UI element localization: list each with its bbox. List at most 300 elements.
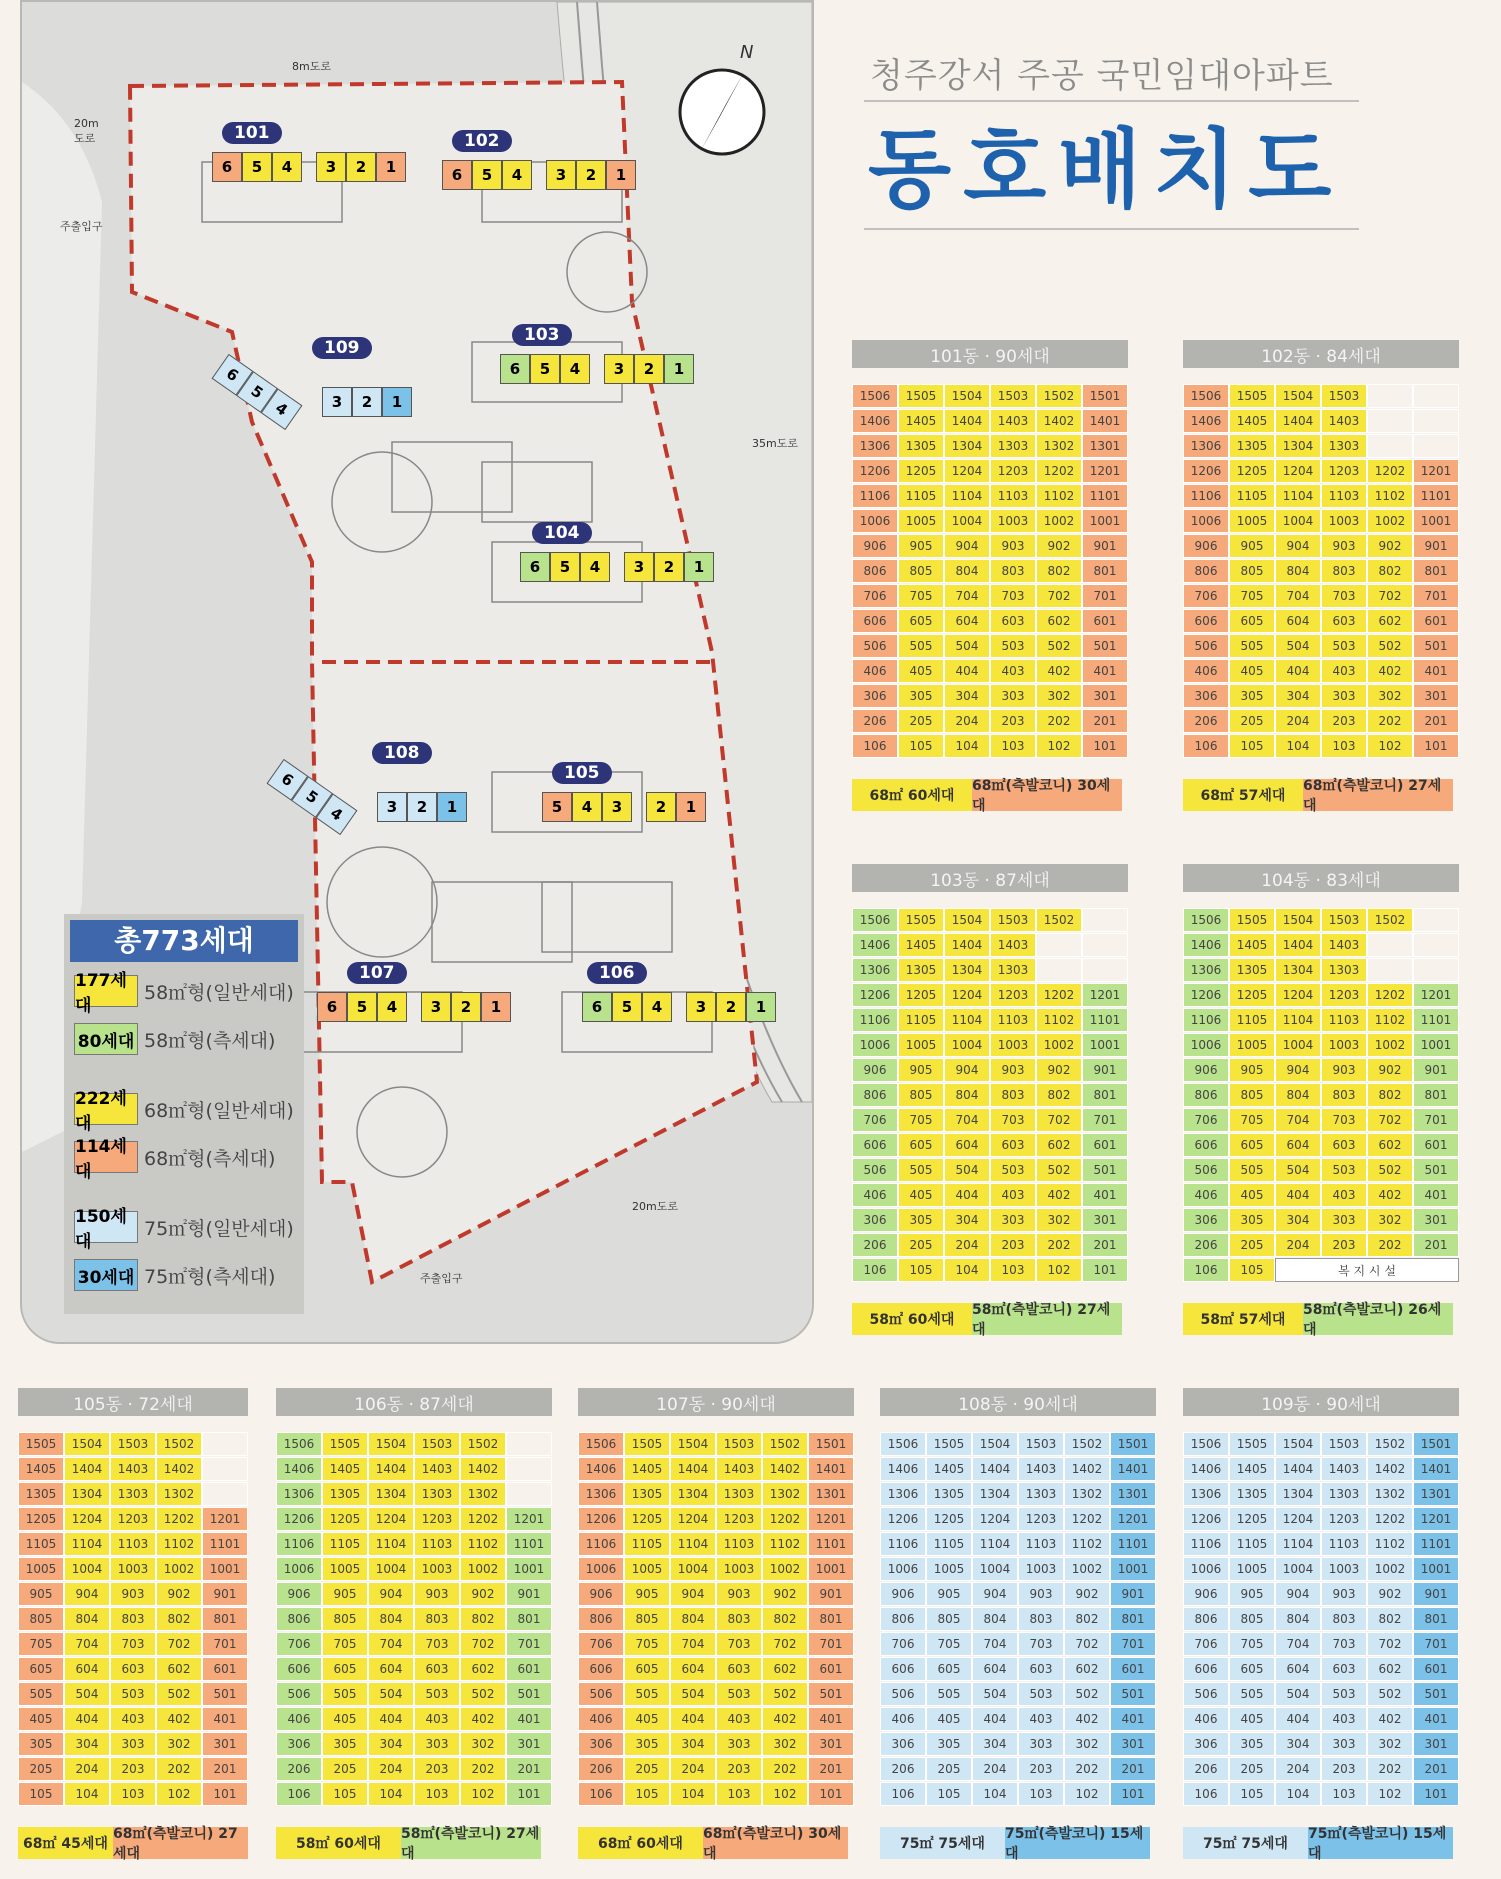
unit-cell[interactable]: 1301 (808, 1482, 854, 1506)
unit-cell[interactable]: 801 (1413, 1607, 1459, 1631)
unit-cell[interactable]: 703 (414, 1632, 460, 1656)
unit-cell[interactable]: 102 (156, 1782, 202, 1806)
unit-cell[interactable]: 1505 (1229, 384, 1275, 408)
unit-cell[interactable]: 1106 (852, 1008, 898, 1032)
unit-cell[interactable]: 206 (578, 1757, 624, 1781)
unit-cell[interactable]: 503 (414, 1682, 460, 1706)
unit-cell[interactable]: 106 (1183, 1782, 1229, 1806)
unit-cell[interactable]: 103 (1018, 1782, 1064, 1806)
unit-cell[interactable]: 402 (1064, 1707, 1110, 1731)
unit-cell[interactable]: 1203 (1321, 459, 1367, 483)
unit-cell[interactable]: 705 (1229, 1632, 1275, 1656)
unit-cell[interactable]: 1101 (1082, 1008, 1128, 1032)
unit-cell[interactable]: 704 (368, 1632, 414, 1656)
unit-cell[interactable]: 501 (1082, 634, 1128, 658)
unit-cell[interactable]: 505 (926, 1682, 972, 1706)
unit-cell[interactable]: 302 (1064, 1732, 1110, 1756)
unit-cell[interactable]: 401 (1413, 1707, 1459, 1731)
unit-cell[interactable]: 506 (852, 634, 898, 658)
unit-cell[interactable]: 502 (1036, 1158, 1082, 1182)
unit-cell[interactable]: 101 (1082, 1258, 1128, 1282)
unit-cell[interactable]: 301 (1110, 1732, 1156, 1756)
unit-cell[interactable]: 1201 (1110, 1507, 1156, 1531)
unit-cell[interactable]: 1504 (1275, 1432, 1321, 1456)
unit-cell[interactable]: 1302 (156, 1482, 202, 1506)
unit-cell[interactable]: 206 (1183, 1233, 1229, 1257)
unit-cell[interactable]: 1106 (1183, 1008, 1229, 1032)
unit-cell[interactable]: 403 (716, 1707, 762, 1731)
unit-cell[interactable]: 1305 (1229, 434, 1275, 458)
unit-cell[interactable]: 302 (460, 1732, 506, 1756)
unit-cell[interactable]: 1305 (624, 1482, 670, 1506)
unit-cell[interactable]: 1502 (1367, 1432, 1413, 1456)
unit-cell[interactable]: 802 (1036, 1083, 1082, 1107)
unit-cell[interactable]: 803 (1321, 559, 1367, 583)
unit-cell[interactable]: 905 (926, 1582, 972, 1606)
unit-cell[interactable]: 1305 (322, 1482, 368, 1506)
unit-cell[interactable]: 1506 (1183, 384, 1229, 408)
unit-cell[interactable]: 504 (64, 1682, 110, 1706)
unit-cell[interactable]: 901 (1082, 1058, 1128, 1082)
unit-cell[interactable]: 506 (1183, 634, 1229, 658)
unit-cell[interactable]: 1204 (1275, 459, 1321, 483)
unit-cell[interactable]: 1406 (852, 409, 898, 433)
unit-cell[interactable]: 805 (322, 1607, 368, 1631)
unit-cell[interactable]: 202 (156, 1757, 202, 1781)
unit-cell[interactable]: 1204 (368, 1507, 414, 1531)
unit-cell[interactable]: 1001 (1413, 1033, 1459, 1057)
unit-cell[interactable]: 1201 (506, 1507, 552, 1531)
unit-cell[interactable]: 303 (1321, 1208, 1367, 1232)
unit-cell[interactable]: 905 (624, 1582, 670, 1606)
unit-cell[interactable]: 605 (1229, 609, 1275, 633)
unit-cell[interactable]: 1102 (1036, 484, 1082, 508)
unit-cell[interactable]: 101 (808, 1782, 854, 1806)
unit-cell[interactable]: 803 (1321, 1607, 1367, 1631)
unit-cell[interactable]: 502 (460, 1682, 506, 1706)
unit-cell[interactable]: 1306 (276, 1482, 322, 1506)
building-tag-103[interactable]: 103 (512, 324, 572, 346)
unit-cell[interactable]: 205 (18, 1757, 64, 1781)
unit-cell[interactable]: 1104 (64, 1532, 110, 1556)
unit-cell[interactable]: 406 (880, 1707, 926, 1731)
unit-cell[interactable]: 1006 (852, 1033, 898, 1057)
unit-cell[interactable]: 405 (926, 1707, 972, 1731)
unit-cell[interactable]: 303 (1321, 1732, 1367, 1756)
unit-cell[interactable]: 1204 (972, 1507, 1018, 1531)
unit-cell[interactable]: 404 (1275, 659, 1321, 683)
unit-cell[interactable]: 206 (852, 1233, 898, 1257)
unit-cell[interactable]: 703 (1321, 1632, 1367, 1656)
unit-cell[interactable]: 203 (110, 1757, 156, 1781)
unit-cell[interactable]: 606 (1183, 609, 1229, 633)
unit-cell[interactable]: 606 (852, 609, 898, 633)
unit-cell[interactable]: 805 (1229, 1083, 1275, 1107)
unit-cell[interactable]: 1502 (1036, 384, 1082, 408)
unit-cell[interactable]: 1204 (670, 1507, 716, 1531)
unit-cell[interactable]: 106 (880, 1782, 926, 1806)
unit-cell[interactable]: 1503 (716, 1432, 762, 1456)
unit-cell[interactable]: 1006 (276, 1557, 322, 1581)
unit-cell[interactable]: 1403 (990, 409, 1036, 433)
unit-cell[interactable]: 1002 (460, 1557, 506, 1581)
unit-cell[interactable]: 1202 (1036, 983, 1082, 1007)
unit-cell[interactable]: 1205 (624, 1507, 670, 1531)
unit-cell[interactable]: 1504 (670, 1432, 716, 1456)
unit-cell[interactable]: 1101 (808, 1532, 854, 1556)
unit-cell[interactable]: 205 (1229, 709, 1275, 733)
unit-cell[interactable]: 706 (1183, 584, 1229, 608)
unit-cell[interactable]: 1406 (276, 1457, 322, 1481)
unit-cell[interactable]: 501 (808, 1682, 854, 1706)
unit-cell[interactable]: 606 (1183, 1657, 1229, 1681)
unit-cell[interactable]: 305 (1229, 1732, 1275, 1756)
unit-cell[interactable]: 404 (368, 1707, 414, 1731)
unit-cell[interactable]: 1303 (1321, 958, 1367, 982)
unit-cell[interactable]: 106 (1183, 734, 1229, 758)
unit-cell[interactable]: 706 (852, 1108, 898, 1132)
unit-cell[interactable]: 601 (808, 1657, 854, 1681)
unit-cell[interactable]: 404 (1275, 1183, 1321, 1207)
unit-cell[interactable]: 1501 (1082, 384, 1128, 408)
unit-cell[interactable]: 1203 (1321, 983, 1367, 1007)
unit-cell[interactable]: 206 (1183, 709, 1229, 733)
unit-cell[interactable]: 603 (414, 1657, 460, 1681)
unit-cell[interactable]: 306 (852, 684, 898, 708)
unit-cell[interactable]: 1403 (110, 1457, 156, 1481)
unit-cell[interactable]: 705 (898, 1108, 944, 1132)
unit-cell[interactable]: 301 (808, 1732, 854, 1756)
unit-cell[interactable]: 302 (1036, 1208, 1082, 1232)
unit-cell[interactable]: 202 (1036, 1233, 1082, 1257)
unit-cell[interactable]: 603 (1018, 1657, 1064, 1681)
unit-cell[interactable]: 304 (1275, 684, 1321, 708)
building-tag-105[interactable]: 105 (552, 762, 612, 784)
unit-cell[interactable]: 902 (762, 1582, 808, 1606)
unit-cell[interactable]: 704 (1275, 584, 1321, 608)
unit-cell[interactable]: 106 (578, 1782, 624, 1806)
unit-cell[interactable]: 306 (578, 1732, 624, 1756)
unit-cell[interactable]: 1306 (1183, 958, 1229, 982)
unit-cell[interactable]: 603 (1321, 1133, 1367, 1157)
unit-cell[interactable]: 903 (1321, 1058, 1367, 1082)
unit-cell[interactable]: 1406 (1183, 933, 1229, 957)
unit-cell[interactable]: 905 (1229, 1582, 1275, 1606)
unit-cell[interactable]: 701 (506, 1632, 552, 1656)
unit-cell[interactable]: 1505 (322, 1432, 368, 1456)
unit-cell[interactable]: 1001 (808, 1557, 854, 1581)
unit-cell[interactable]: 902 (1367, 1582, 1413, 1606)
unit-cell[interactable]: 703 (1018, 1632, 1064, 1656)
unit-cell[interactable]: 804 (1275, 1607, 1321, 1631)
unit-cell[interactable]: 303 (990, 1208, 1036, 1232)
unit-cell[interactable]: 1506 (852, 908, 898, 932)
unit-cell[interactable]: 1504 (944, 908, 990, 932)
unit-cell[interactable]: 704 (64, 1632, 110, 1656)
unit-cell[interactable]: 1302 (1064, 1482, 1110, 1506)
unit-cell[interactable]: 904 (1275, 1058, 1321, 1082)
unit-cell[interactable]: 1101 (506, 1532, 552, 1556)
unit-cell[interactable]: 304 (670, 1732, 716, 1756)
unit-cell[interactable]: 805 (1229, 1607, 1275, 1631)
unit-cell[interactable]: 102 (1036, 734, 1082, 758)
unit-cell[interactable]: 101 (1413, 734, 1459, 758)
unit-cell[interactable]: 703 (1321, 584, 1367, 608)
unit-cell[interactable]: 603 (110, 1657, 156, 1681)
unit-cell[interactable]: 1005 (1229, 1033, 1275, 1057)
unit-cell[interactable]: 1106 (276, 1532, 322, 1556)
unit-cell[interactable]: 1205 (1229, 983, 1275, 1007)
building-107[interactable] (317, 992, 511, 1022)
unit-cell[interactable]: 1003 (1321, 1033, 1367, 1057)
unit-cell[interactable]: 903 (1321, 1582, 1367, 1606)
unit-cell[interactable]: 506 (276, 1682, 322, 1706)
unit-cell[interactable]: 501 (1082, 1158, 1128, 1182)
unit-cell[interactable]: 701 (808, 1632, 854, 1656)
building-105[interactable] (542, 792, 706, 822)
unit-cell[interactable]: 205 (1229, 1233, 1275, 1257)
unit-cell[interactable]: 102 (1367, 1782, 1413, 1806)
unit-cell[interactable]: 1005 (1229, 509, 1275, 533)
unit-cell[interactable]: 1204 (1275, 983, 1321, 1007)
unit-cell[interactable]: 402 (156, 1707, 202, 1731)
unit-cell[interactable]: 102 (762, 1782, 808, 1806)
unit-cell[interactable]: 205 (322, 1757, 368, 1781)
unit-cell[interactable]: 903 (990, 1058, 1036, 1082)
unit-cell[interactable]: 402 (1367, 1707, 1413, 1731)
unit-cell[interactable]: 405 (1229, 1707, 1275, 1731)
unit-cell[interactable]: 104 (1275, 1782, 1321, 1806)
unit-cell[interactable]: 202 (1367, 1757, 1413, 1781)
unit-cell[interactable]: 704 (1275, 1108, 1321, 1132)
unit-cell[interactable]: 1403 (414, 1457, 460, 1481)
unit-cell[interactable]: 504 (1275, 634, 1321, 658)
unit-cell[interactable]: 103 (414, 1782, 460, 1806)
unit-cell[interactable]: 502 (1367, 634, 1413, 658)
unit-cell[interactable]: 1505 (1229, 1432, 1275, 1456)
unit-cell[interactable]: 1106 (852, 484, 898, 508)
unit-cell[interactable]: 1402 (1064, 1457, 1110, 1481)
unit-cell[interactable]: 1202 (1036, 459, 1082, 483)
unit-cell[interactable]: 306 (1183, 1732, 1229, 1756)
unit-cell[interactable]: 1004 (368, 1557, 414, 1581)
unit-cell[interactable]: 1005 (1229, 1557, 1275, 1581)
unit-cell[interactable]: 303 (990, 684, 1036, 708)
unit-cell[interactable]: 1202 (1367, 459, 1413, 483)
unit-cell[interactable]: 1303 (110, 1482, 156, 1506)
unit-cell[interactable]: 1402 (1367, 1457, 1413, 1481)
unit-cell[interactable]: 804 (944, 1083, 990, 1107)
unit-cell[interactable]: 1201 (1082, 983, 1128, 1007)
unit-cell[interactable]: 602 (1064, 1657, 1110, 1681)
unit-cell[interactable]: 303 (1018, 1732, 1064, 1756)
unit-cell[interactable]: 603 (990, 1133, 1036, 1157)
unit-cell[interactable]: 1506 (578, 1432, 624, 1456)
unit-cell[interactable]: 104 (368, 1782, 414, 1806)
unit-cell[interactable]: 205 (898, 1233, 944, 1257)
unit-cell[interactable]: 902 (1036, 534, 1082, 558)
unit-cell[interactable]: 1503 (110, 1432, 156, 1456)
unit-cell[interactable]: 104 (670, 1782, 716, 1806)
unit-cell[interactable]: 1006 (852, 509, 898, 533)
unit-cell[interactable]: 905 (1229, 534, 1275, 558)
unit-cell[interactable]: 102 (460, 1782, 506, 1806)
unit-cell[interactable]: 1405 (624, 1457, 670, 1481)
unit-cell[interactable]: 405 (898, 1183, 944, 1207)
unit-cell[interactable]: 1103 (1321, 484, 1367, 508)
unit-cell[interactable]: 206 (852, 709, 898, 733)
unit-cell[interactable]: 1405 (18, 1457, 64, 1481)
unit-cell[interactable]: 1303 (716, 1482, 762, 1506)
unit-cell[interactable]: 203 (414, 1757, 460, 1781)
unit-cell[interactable]: 1403 (716, 1457, 762, 1481)
unit-cell[interactable]: 1505 (624, 1432, 670, 1456)
unit-cell[interactable]: 1106 (880, 1532, 926, 1556)
unit-cell[interactable]: 204 (1275, 709, 1321, 733)
unit-cell[interactable]: 806 (1183, 1607, 1229, 1631)
unit-cell[interactable]: 1504 (972, 1432, 1018, 1456)
unit-cell[interactable]: 1505 (1229, 908, 1275, 932)
unit-cell[interactable]: 1102 (1367, 1008, 1413, 1032)
unit-cell[interactable]: 1501 (1413, 1432, 1459, 1456)
unit-cell[interactable]: 505 (898, 634, 944, 658)
unit-cell[interactable]: 503 (990, 634, 1036, 658)
unit-cell[interactable]: 904 (1275, 1582, 1321, 1606)
unit-cell[interactable]: 1001 (1082, 509, 1128, 533)
unit-cell[interactable]: 1305 (926, 1482, 972, 1506)
unit-cell[interactable]: 805 (926, 1607, 972, 1631)
unit-cell[interactable]: 1105 (1229, 484, 1275, 508)
unit-cell[interactable]: 603 (716, 1657, 762, 1681)
unit-cell[interactable]: 402 (1036, 659, 1082, 683)
unit-cell[interactable]: 805 (1229, 559, 1275, 583)
unit-cell[interactable]: 801 (808, 1607, 854, 1631)
unit-cell[interactable]: 101 (1082, 734, 1128, 758)
unit-cell[interactable]: 606 (276, 1657, 322, 1681)
unit-cell[interactable]: 1402 (762, 1457, 808, 1481)
unit-cell[interactable]: 1206 (1183, 983, 1229, 1007)
unit-cell[interactable]: 705 (1229, 1108, 1275, 1132)
unit-cell[interactable]: 204 (670, 1757, 716, 1781)
unit-cell[interactable]: 405 (18, 1707, 64, 1731)
unit-cell[interactable]: 903 (110, 1582, 156, 1606)
unit-cell[interactable]: 701 (1082, 584, 1128, 608)
unit-cell[interactable]: 1202 (762, 1507, 808, 1531)
unit-cell[interactable]: 1405 (1229, 409, 1275, 433)
unit-cell[interactable]: 401 (202, 1707, 248, 1731)
unit-cell[interactable]: 905 (18, 1582, 64, 1606)
unit-cell[interactable]: 703 (110, 1632, 156, 1656)
unit-cell[interactable]: 1506 (1183, 1432, 1229, 1456)
unit-cell[interactable]: 701 (1082, 1108, 1128, 1132)
unit-cell[interactable]: 803 (990, 1083, 1036, 1107)
unit-cell[interactable]: 1001 (1082, 1033, 1128, 1057)
unit-cell[interactable]: 204 (1275, 1757, 1321, 1781)
unit-cell[interactable]: 506 (1183, 1682, 1229, 1706)
unit-cell[interactable]: 403 (1321, 1707, 1367, 1731)
unit-cell[interactable]: 806 (578, 1607, 624, 1631)
unit-cell[interactable]: 403 (1321, 659, 1367, 683)
unit-cell[interactable]: 405 (322, 1707, 368, 1731)
unit-cell[interactable]: 103 (110, 1782, 156, 1806)
unit-cell[interactable]: 1304 (1275, 958, 1321, 982)
unit-cell[interactable]: 1201 (808, 1507, 854, 1531)
unit-cell[interactable]: 304 (944, 1208, 990, 1232)
unit-cell[interactable]: 601 (1110, 1657, 1156, 1681)
unit-cell[interactable]: 805 (624, 1607, 670, 1631)
building-tag-106[interactable]: 106 (587, 962, 647, 984)
unit-cell[interactable]: 1402 (156, 1457, 202, 1481)
unit-cell[interactable]: 106 (276, 1782, 322, 1806)
unit-cell[interactable]: 1104 (1275, 1008, 1321, 1032)
unit-cell[interactable]: 1104 (972, 1532, 1018, 1556)
unit-cell[interactable]: 1401 (1110, 1457, 1156, 1481)
unit-cell[interactable]: 305 (322, 1732, 368, 1756)
unit-cell[interactable]: 202 (1367, 1233, 1413, 1257)
unit-cell[interactable]: 1003 (1018, 1557, 1064, 1581)
unit-cell[interactable]: 1504 (1275, 384, 1321, 408)
unit-cell[interactable]: 1504 (368, 1432, 414, 1456)
unit-cell[interactable]: 604 (944, 1133, 990, 1157)
unit-cell[interactable]: 702 (1367, 1632, 1413, 1656)
unit-cell[interactable]: 405 (898, 659, 944, 683)
unit-cell[interactable]: 802 (460, 1607, 506, 1631)
unit-cell[interactable]: 1405 (322, 1457, 368, 1481)
unit-cell[interactable]: 505 (1229, 634, 1275, 658)
unit-cell[interactable]: 1406 (578, 1457, 624, 1481)
unit-cell[interactable]: 701 (1413, 1108, 1459, 1132)
unit-cell[interactable]: 704 (670, 1632, 716, 1656)
unit-cell[interactable]: 402 (1036, 1183, 1082, 1207)
unit-cell[interactable]: 406 (276, 1707, 322, 1731)
building-104[interactable] (520, 552, 714, 582)
unit-cell[interactable]: 1401 (1082, 409, 1128, 433)
unit-cell[interactable]: 601 (1082, 609, 1128, 633)
unit-cell[interactable]: 302 (1036, 684, 1082, 708)
unit-cell[interactable]: 1203 (1018, 1507, 1064, 1531)
unit-cell[interactable]: 1002 (1367, 1033, 1413, 1057)
unit-cell[interactable]: 106 (852, 1258, 898, 1282)
unit-cell[interactable]: 805 (898, 559, 944, 583)
unit-cell[interactable]: 1503 (1321, 908, 1367, 932)
unit-cell[interactable]: 1402 (1036, 409, 1082, 433)
unit-cell[interactable]: 503 (1018, 1682, 1064, 1706)
unit-cell[interactable]: 401 (1082, 659, 1128, 683)
unit-cell[interactable]: 1503 (990, 908, 1036, 932)
unit-cell[interactable]: 1001 (506, 1557, 552, 1581)
building-tag-107[interactable]: 107 (347, 962, 407, 984)
unit-cell[interactable]: 1002 (1036, 509, 1082, 533)
unit-cell[interactable]: 1103 (1321, 1532, 1367, 1556)
building-tag-101[interactable]: 101 (222, 122, 282, 144)
unit-cell[interactable]: 1404 (944, 933, 990, 957)
unit-cell[interactable]: 903 (990, 534, 1036, 558)
unit-cell[interactable]: 104 (1275, 734, 1321, 758)
unit-cell[interactable]: 203 (1018, 1757, 1064, 1781)
unit-cell[interactable]: 1105 (1229, 1008, 1275, 1032)
unit-cell[interactable]: 204 (944, 709, 990, 733)
unit-cell[interactable]: 404 (1275, 1707, 1321, 1731)
unit-cell[interactable]: 306 (1183, 1208, 1229, 1232)
unit-cell[interactable]: 704 (972, 1632, 1018, 1656)
unit-cell[interactable]: 1004 (944, 1033, 990, 1057)
unit-cell[interactable]: 702 (1036, 1108, 1082, 1132)
unit-cell[interactable]: 203 (716, 1757, 762, 1781)
unit-cell[interactable]: 801 (1082, 559, 1128, 583)
unit-cell[interactable]: 103 (716, 1782, 762, 1806)
unit-cell[interactable]: 906 (852, 534, 898, 558)
unit-cell[interactable]: 606 (880, 1657, 926, 1681)
